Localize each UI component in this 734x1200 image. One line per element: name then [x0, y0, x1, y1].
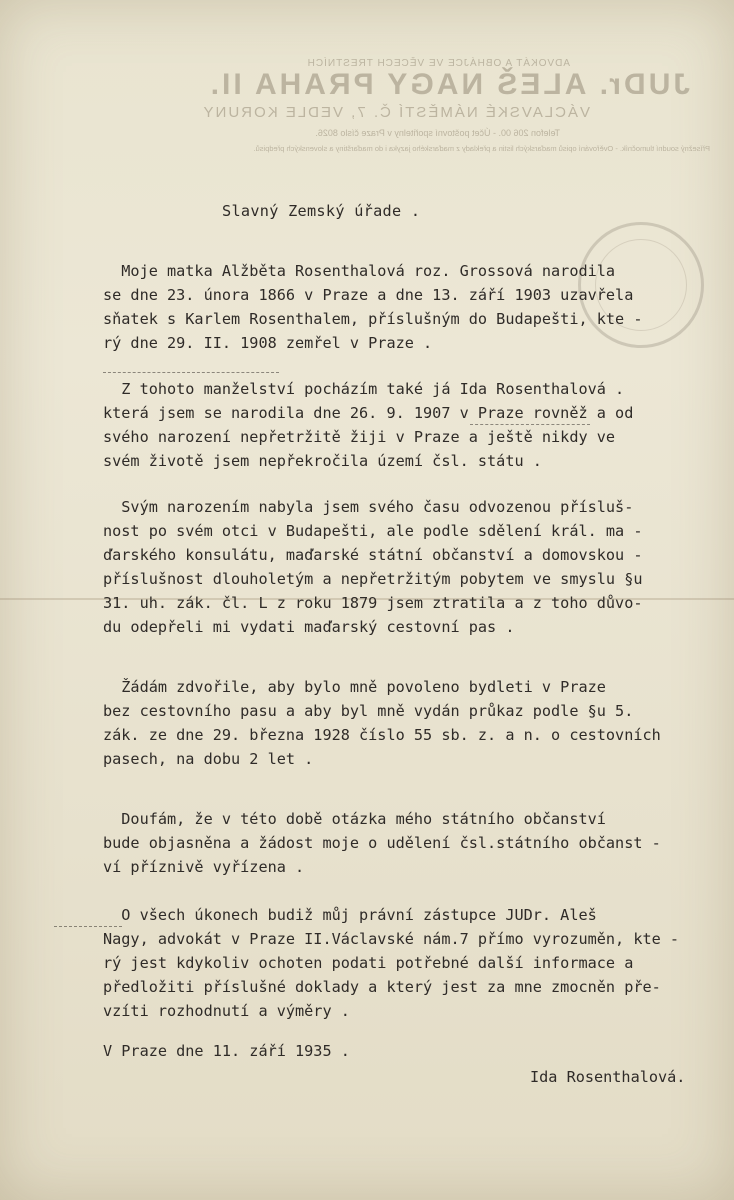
letterhead-top-line: ADVOKÁT A OBHÁJCE VE VĚCECH TRESTNÍCH	[306, 58, 570, 69]
letter-line: která jsem se narodila dne 26. 9. 1907 v Praze rovněž a od	[103, 404, 634, 422]
letter-line: Z tohoto manželství pocházím také já Ida Rosenthalová .	[103, 380, 625, 398]
hand-underline	[54, 926, 122, 927]
letter-line: vzíti rozhodnutí a výměry .	[103, 1002, 350, 1020]
letter-line: ví příznivě vyřízena .	[103, 858, 305, 876]
letter-line: Moje matka Alžběta Rosenthalová roz. Grossová narodila	[103, 262, 616, 280]
letter-line: du odepřeli mi vydati maďarský cestovní pas .	[103, 618, 515, 636]
letter-line: sňatek s Karlem Rosenthalem, příslušným do Budapešti, kte -	[103, 310, 643, 328]
letter-line: rý jest kdykoliv ochoten podati potřebné další informace a	[103, 954, 634, 972]
signature: Ida Rosenthalová.	[530, 1068, 686, 1086]
letterhead-phone: Telefon 206 00. - Účet poštovní spořitelny v Praze číslo 8026.	[315, 128, 560, 138]
letter-line: Svým narozením nabyla jsem svého času odvozenou přísluš-	[103, 498, 634, 516]
letterhead-title: JUDr. ALEŠ NAGY PRAHA II.	[207, 68, 690, 101]
letter-line: příslušnost dlouholetým a nepřetržitým pobytem ve smyslu §u	[103, 570, 643, 588]
hand-underline	[103, 372, 279, 373]
letter-line: 31. uh. zák. čl. L z roku 1879 jsem ztratila a z toho důvo-	[103, 594, 643, 612]
letter-line: svého narození nepřetržitě žiji v Praze a ještě nikdy ve	[103, 428, 616, 446]
letter-line: O všech úkonech budiž můj právní zástupce JUDr. Aleš	[103, 906, 597, 924]
hand-underline	[470, 424, 590, 425]
letter-line: rý dne 29. II. 1908 zemřel v Praze .	[103, 334, 433, 352]
letter-line: bez cestovního pasu a aby byl mně vydán průkaz podle §u 5.	[103, 702, 634, 720]
letter-line: zák. ze dne 29. března 1928 číslo 55 sb. z. a n. o cestovních	[103, 726, 661, 744]
letter-line: Doufám, že v této době otázka mého státního občanství	[103, 810, 606, 828]
letter-line: pasech, na dobu 2 let .	[103, 750, 314, 768]
letterhead-street: VÁCLAVSKÉ NÁMĚSTÍ Č. 7, VEDLE KORUNY	[201, 104, 590, 121]
letter-line: Nagy, advokát v Praze II.Václavské nám.7 přímo vyrozuměn, kte -	[103, 930, 680, 948]
letter-line: ďarského konsulátu, maďarské státní občanství a domovskou -	[103, 546, 643, 564]
letter-line: se dne 23. února 1866 v Praze a dne 13. září 1903 uzavřela	[103, 286, 634, 304]
letter-line: Žádám zdvořile, aby bylo mně povoleno bydleti v Praze	[103, 678, 606, 696]
letter-line: předložiti příslušné doklady a který jest za mne zmocněn pře-	[103, 978, 661, 996]
letter-line: svém životě jsem nepřekročila území čsl. státu .	[103, 452, 542, 470]
salutation: Slavný Zemský úřade .	[222, 202, 421, 220]
letter-line: bude objasněna a žádost moje o udělení čsl.státního občanst -	[103, 834, 661, 852]
letterhead-note: Přísežný soudní tlumočník. - Ověřování opisů maďarských listin a překlady z maďarského jazyka i do maďarštiny a slovenských předpisů.	[253, 144, 710, 153]
letter-line: nost po svém otci v Budapešti, ale podle sdělení král. ma -	[103, 522, 643, 540]
place-and-date: V Praze dne 11. září 1935 .	[103, 1042, 350, 1060]
